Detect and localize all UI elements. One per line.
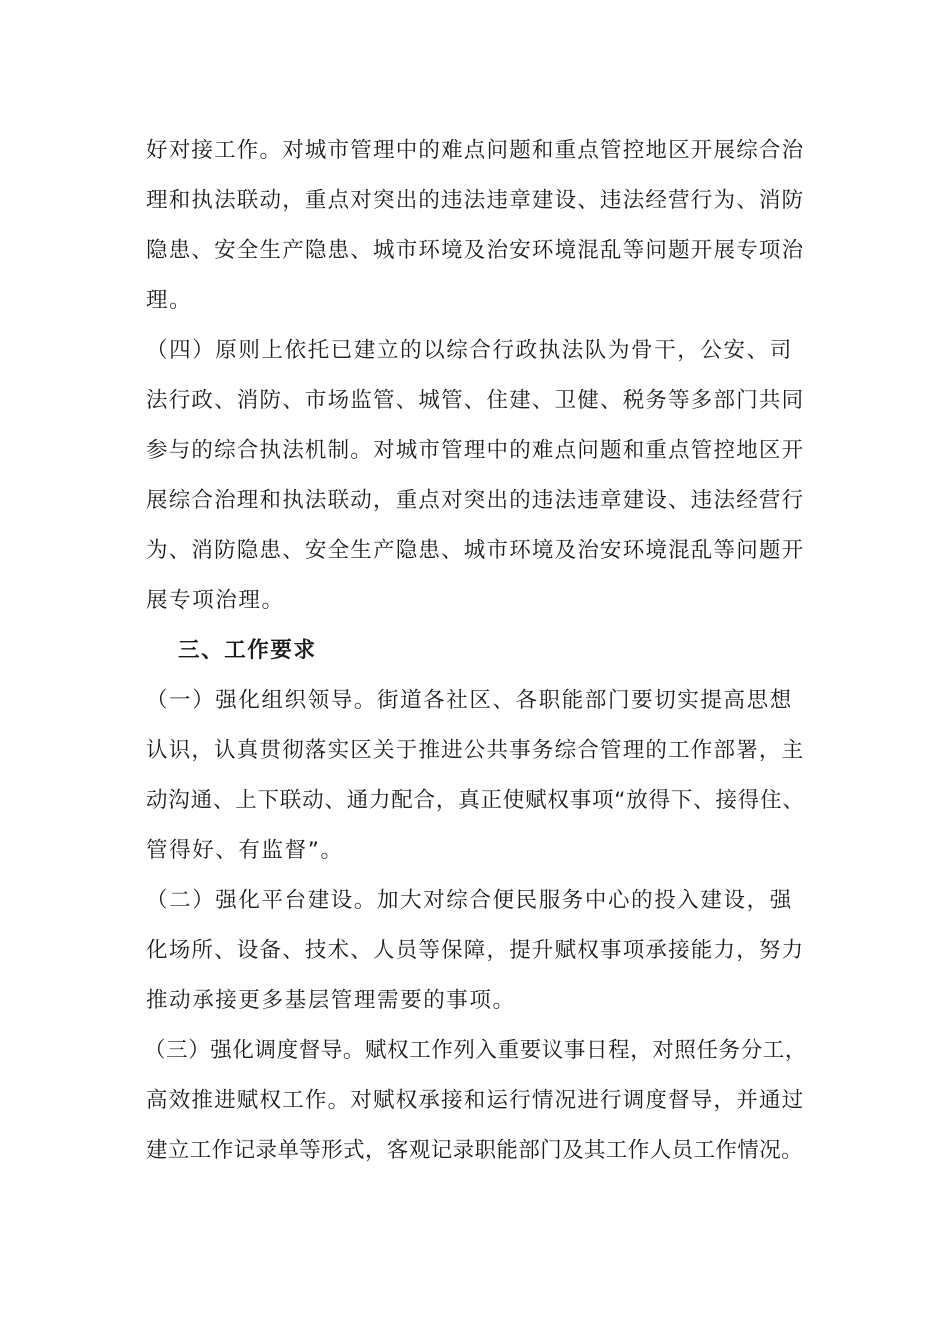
text-line: 化场所、设备、技术、人员等保障，提升赋权事项承接能力，努力 [146,938,805,963]
text-line: 理。 [146,288,193,313]
text-line: 动沟通、上下联动、通力配合，真正使赋权事项“放得下、接得住、 [146,788,805,813]
text-line: 认识，认真贯彻落实区关于推进公共事务综合管理的工作部署，主 [146,738,805,763]
text-line: 建立工作记录单等形式，客观记录职能部门及其工作人员工作情况。 [146,1138,804,1163]
text-line: 高效推进赋权工作。对赋权承接和运行情况进行调度督导，并通过 [146,1088,805,1113]
paragraph-line: （四）原则上依托已建立的以综合行政执法队为骨干，公安、司 [146,338,793,363]
text-line: 为、消防隐患、安全生产隐患、城市环境及治安环境混乱等问题开 [146,538,805,563]
paragraph-line: （二）强化平台建设。加大对综合便民服务中心的投入建设，强 [146,888,793,913]
text-line: 理和执法联动，重点对突出的违法违章建设、违法经营行为、消防 [146,188,805,213]
section-heading: 三、工作要求 [178,638,317,663]
text-line: 展综合治理和执法联动，重点对突出的违法违章建设、违法经营行 [146,488,805,513]
text-line: 管得好、有监督”。 [146,838,344,863]
text-line: 好对接工作。对城市管理中的难点问题和重点管控地区开展综合治 [146,138,805,163]
paragraph-line: （一）强化组织领导。街道各社区、各职能部门要切实提高思想 [146,688,793,713]
text-line: 推动承接更多基层管理需要的事项。 [146,988,516,1013]
text-line: 展专项治理。 [146,588,285,613]
text-line: 法行政、消防、市场监管、城管、住建、卫健、税务等多部门共同 [146,388,805,413]
text-line: 隐患、安全生产隐患、城市环境及治安环境混乱等问题开展专项治 [146,238,805,263]
text-line: 参与的综合执法机制。对城市管理中的难点问题和重点管控地区开 [146,438,805,463]
paragraph-line: （三）强化调度督导。赋权工作列入重要议事日程，对照任务分工， [144,1038,808,1063]
